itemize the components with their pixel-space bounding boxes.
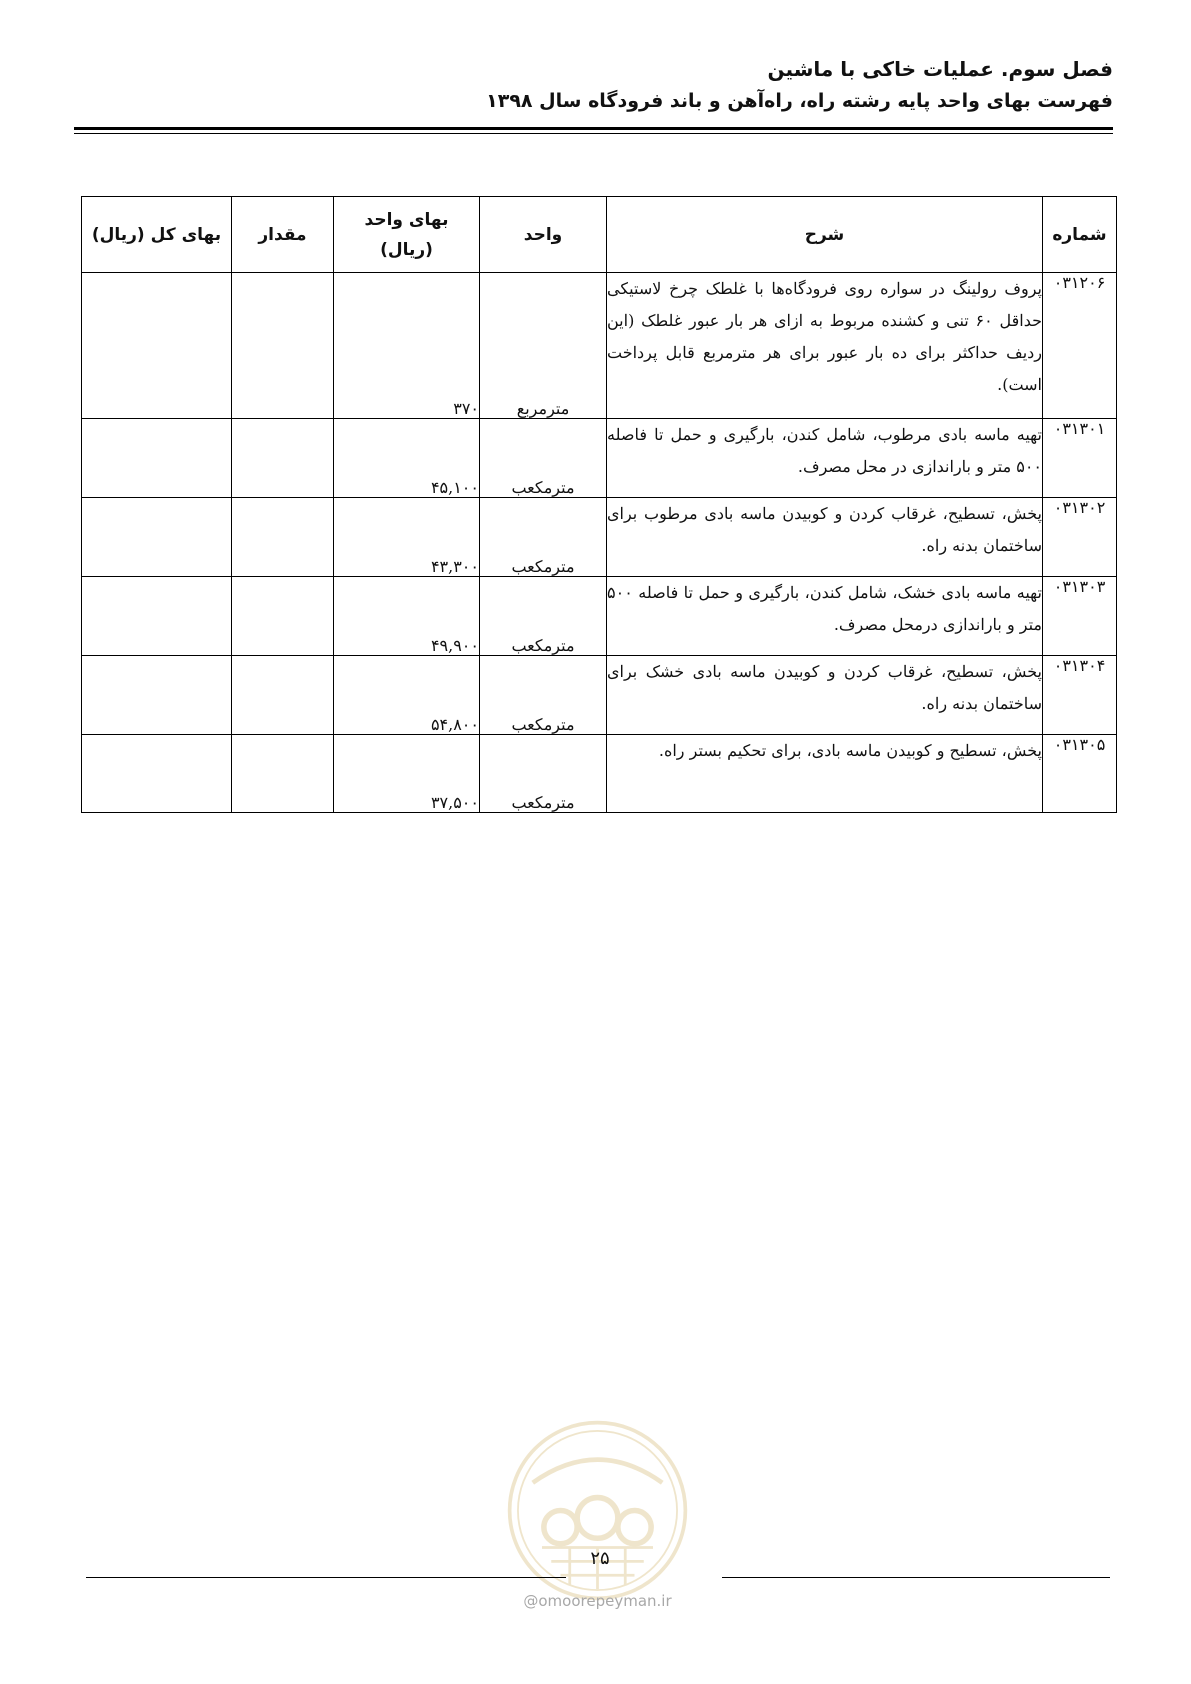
header-rule-thin [74, 133, 1113, 134]
header-description: شرح [607, 197, 1043, 273]
item-description: پخش، تسطیح، غرقاب کردن و کوبیدن ماسه بادی خشک برای ساختمان بدنه راه. [607, 656, 1043, 735]
item-unit-price: ۴۵,۱۰۰ [334, 419, 480, 498]
item-code: ۰۳۱۳۰۱ [1043, 419, 1117, 498]
price-list-table [81, 196, 1117, 813]
item-unit: مترمکعب [480, 735, 607, 813]
item-code: ۰۳۱۳۰۲ [1043, 498, 1117, 577]
item-unit-price: ۴۹,۹۰۰ [334, 577, 480, 656]
header-quantity: مقدار [232, 197, 334, 273]
header-unit-price: بهای واحد (ریال) [334, 197, 480, 273]
item-code: ۰۳۱۳۰۵ [1043, 735, 1117, 813]
table-row [82, 419, 1117, 498]
item-unit: مترمکعب [480, 577, 607, 656]
item-description: پروف رولینگ در سواره روی فرودگاه‌ها با غلطک چرخ لاستیکی حداقل ۶۰ تنی و کشنده مربوط به ازای هر بار عبور غلطک (این ردیف حداکثر برای ده بار عبور برای هر مترمربع قابل پرداخت است). [607, 273, 1043, 419]
item-quantity [232, 577, 334, 656]
item-code: ۰۳۱۳۰۴ [1043, 656, 1117, 735]
item-total [82, 577, 232, 656]
item-code: ۰۳۱۲۰۶ [1043, 273, 1117, 419]
item-quantity [232, 273, 334, 419]
item-quantity [232, 498, 334, 577]
item-description: پخش، تسطیح، غرقاب کردن و کوبیدن ماسه بادی مرطوب برای ساختمان بدنه راه. [607, 498, 1043, 577]
table-row [82, 735, 1117, 813]
item-total [82, 498, 232, 577]
document-subtitle: فهرست بهای واحد پایه رشته راه، راه‌آهن و باند فرودگاه سال ۱۳۹۸ [486, 90, 1113, 112]
watermark-logo [505, 1418, 690, 1603]
page-header [74, 52, 1113, 116]
item-quantity [232, 656, 334, 735]
header-total-price: بهای کل (ریال) [82, 197, 232, 273]
item-unit: مترمکعب [480, 656, 607, 735]
item-description: تهیه ماسه بادی خشک، شامل کندن، بارگیری و حمل تا فاصله ۵۰۰ متر و باراندازی درمحل مصرف. [607, 577, 1043, 656]
item-unit: مترمکعب [480, 419, 607, 498]
item-unit: مترمربع [480, 273, 607, 419]
header-code: شماره [1043, 197, 1117, 273]
item-code: ۰۳۱۳۰۳ [1043, 577, 1117, 656]
website-watermark: @omoorepeyman.ir [523, 1592, 672, 1610]
table-header-row [82, 197, 1117, 273]
table-row [82, 656, 1117, 735]
item-unit-price: ۵۴,۸۰۰ [334, 656, 480, 735]
item-unit: مترمکعب [480, 498, 607, 577]
header-rule-thick [74, 127, 1113, 130]
item-unit-price: ۳۷۰ [334, 273, 480, 419]
item-unit-price: ۴۳,۳۰۰ [334, 498, 480, 577]
item-unit-price: ۳۷,۵۰۰ [334, 735, 480, 813]
item-total [82, 273, 232, 419]
item-total [82, 419, 232, 498]
item-total [82, 735, 232, 813]
header-unit: واحد [480, 197, 607, 273]
item-total [82, 656, 232, 735]
footer-rule [722, 1577, 1110, 1578]
chapter-title: فصل سوم. عملیات خاکی با ماشین [767, 57, 1113, 81]
item-description: پخش، تسطیح و کوبیدن ماسه بادی، برای تحکیم بستر راه. [607, 735, 1043, 813]
item-description: تهیه ماسه بادی مرطوب، شامل کندن، بارگیری و حمل تا فاصله ۵۰۰ متر و باراندازی در محل مصرف. [607, 419, 1043, 498]
table-row [82, 498, 1117, 577]
footer-rule [86, 1577, 566, 1578]
table-row [82, 577, 1117, 656]
item-quantity [232, 419, 334, 498]
item-quantity [232, 735, 334, 813]
page-number: ۲۵ [590, 1548, 610, 1569]
table-row [82, 273, 1117, 419]
